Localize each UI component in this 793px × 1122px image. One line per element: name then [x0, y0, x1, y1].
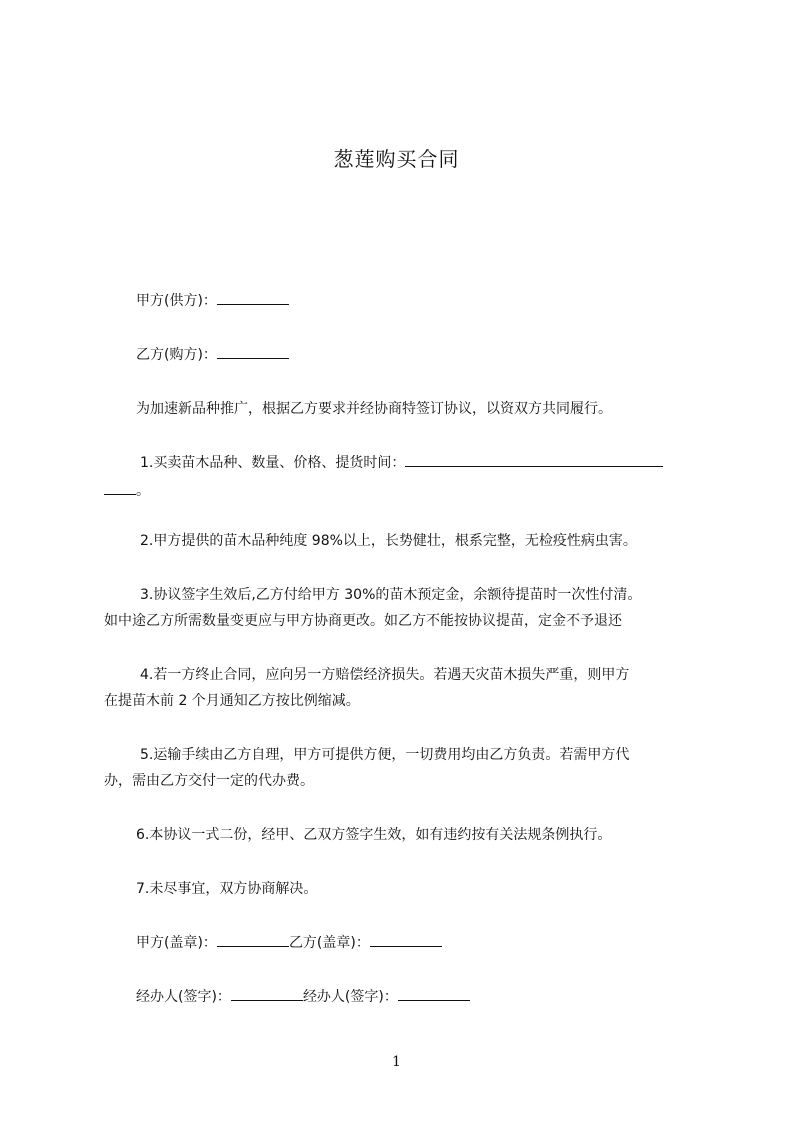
clause-1-blank-continued: [104, 479, 136, 495]
agent-b-blank: [398, 985, 470, 1001]
seal-line: [104, 930, 736, 956]
clause-1-line1: [104, 450, 740, 476]
clause-7: 7.未尽事宜，双方协商解决。: [136, 881, 318, 897]
agent-b-label: 经办人(签字)：: [302, 989, 398, 1005]
agent-a-label: 经办人(签字)：: [136, 989, 231, 1005]
clause-6: 6.本协议一式二份，经甲、乙双方签字生效，如有违约按有关法规条例执行。: [136, 827, 612, 843]
clause-2: 2.甲方提供的苗木品种纯度 98%以上，长势健壮，根系完整，无检疫性病虫害。: [140, 533, 637, 549]
party-b-blank: [217, 343, 289, 359]
document-title: 葱莲购买合同: [333, 147, 460, 171]
party-a-line: [104, 288, 736, 314]
clause-1-line2: [104, 478, 704, 504]
clause-5-line1: 5.运输手续由乙方自理，甲方可提供方便，一切费用均由乙方负责。若需甲方代: [140, 747, 630, 763]
page-number: 1: [392, 1054, 401, 1070]
agent-a-blank: [231, 985, 303, 1001]
seal-b-blank: [370, 931, 442, 947]
clause-3-line2: 如中途乙方所需数量变更应与甲方协商更改。如乙方不能按协议提苗，定金不予退还: [104, 613, 622, 629]
clause-4-line2: 在提苗木前 2 个月通知乙方按比例缩减。: [104, 693, 360, 709]
clause-3-line1: 3.协议签字生效后,乙方付给甲方 30%的苗木预定金，余额待提苗时一次性付清。: [140, 587, 642, 603]
preamble: 为加速新品种推广，根据乙方要求并经协商特签订协议，以资双方共同履行。: [136, 401, 612, 417]
party-a-label: 甲方(供方)：: [136, 293, 217, 309]
seal-b-label: 乙方(盖章)：: [288, 935, 370, 951]
clause-1-tail: 。: [136, 483, 150, 499]
party-b-line: [104, 342, 736, 368]
party-a-blank: [217, 289, 289, 305]
party-b-label: 乙方(购方)：: [136, 347, 217, 363]
seal-a-label: 甲方(盖章)：: [136, 935, 217, 951]
clause-1-blank: [405, 451, 663, 467]
agent-line: [104, 984, 736, 1010]
clause-1-text: 1.买卖苗木品种、数量、价格、提货时间：: [140, 455, 406, 471]
seal-a-blank: [217, 931, 289, 947]
clause-4-line1: 4.若一方终止合同，应向另一方赔偿经济损失。若遇天灾苗木损失严重，则甲方: [140, 667, 630, 683]
clause-5-line2: 办，需由乙方交付一定的代办费。: [104, 773, 314, 789]
